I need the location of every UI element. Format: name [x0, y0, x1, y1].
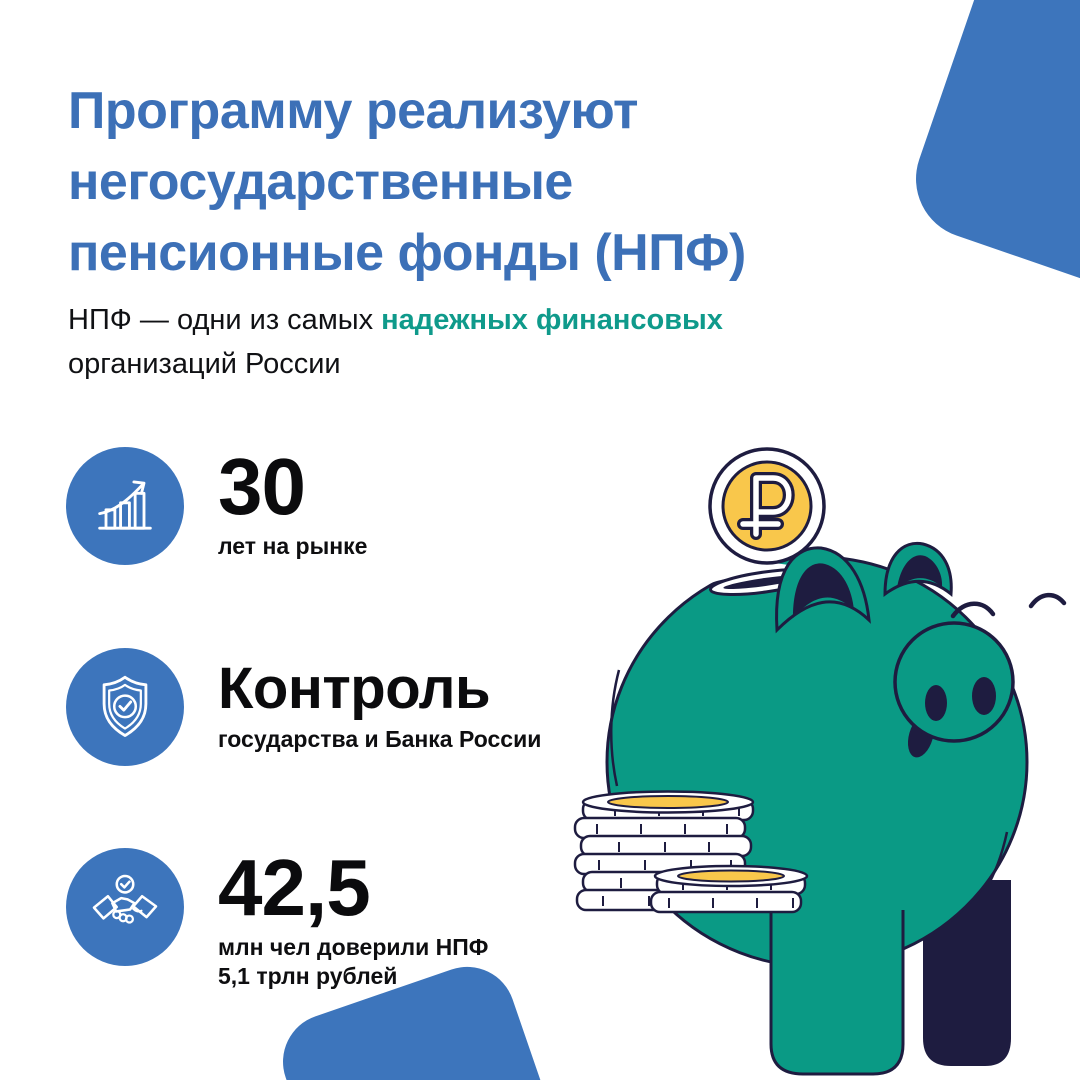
- title-line-3: пенсионные фонды (НПФ): [68, 224, 746, 282]
- stat-label: [218, 532, 367, 561]
- subtitle-text-after: организаций России: [68, 348, 341, 380]
- subtitle-text-before: НПФ — одни из самых: [68, 304, 382, 336]
- title-line-1: Программу реализуют: [68, 82, 639, 140]
- stat-text: [218, 442, 368, 561]
- shield-check-icon: [66, 648, 184, 766]
- stat-text: [218, 843, 489, 991]
- stat-people-trusted: [66, 843, 489, 991]
- handshake-icon: [66, 848, 184, 966]
- stat-text: [218, 648, 541, 754]
- stat-value: Контроль: [218, 656, 491, 721]
- stat-label: [218, 933, 488, 991]
- ruble-coin: [710, 449, 824, 563]
- growth-chart-icon: [66, 447, 184, 565]
- stat-label-line: 5,1 трлн рублей: [218, 963, 398, 989]
- stat-label-line: млн чел доверили НПФ: [218, 934, 489, 960]
- stat-label: [218, 725, 541, 754]
- subtitle: [68, 298, 792, 386]
- coin-stack-right: [651, 866, 807, 912]
- stat-label-line: государства и Банка России: [218, 726, 542, 752]
- piggy-bank-illustration: [555, 440, 1080, 1080]
- stat-years-on-market: [66, 442, 368, 565]
- subtitle-highlight: надежных финансовых: [381, 304, 723, 336]
- page-title: [68, 76, 898, 289]
- title-line-2: негосударственные: [68, 153, 573, 211]
- stat-value: 30: [218, 442, 305, 531]
- stat-label-line: лет на рынке: [218, 533, 368, 559]
- decor-shape-top-right: [900, 0, 1080, 346]
- stat-value: 42,5: [218, 843, 370, 932]
- stat-control: [66, 648, 541, 766]
